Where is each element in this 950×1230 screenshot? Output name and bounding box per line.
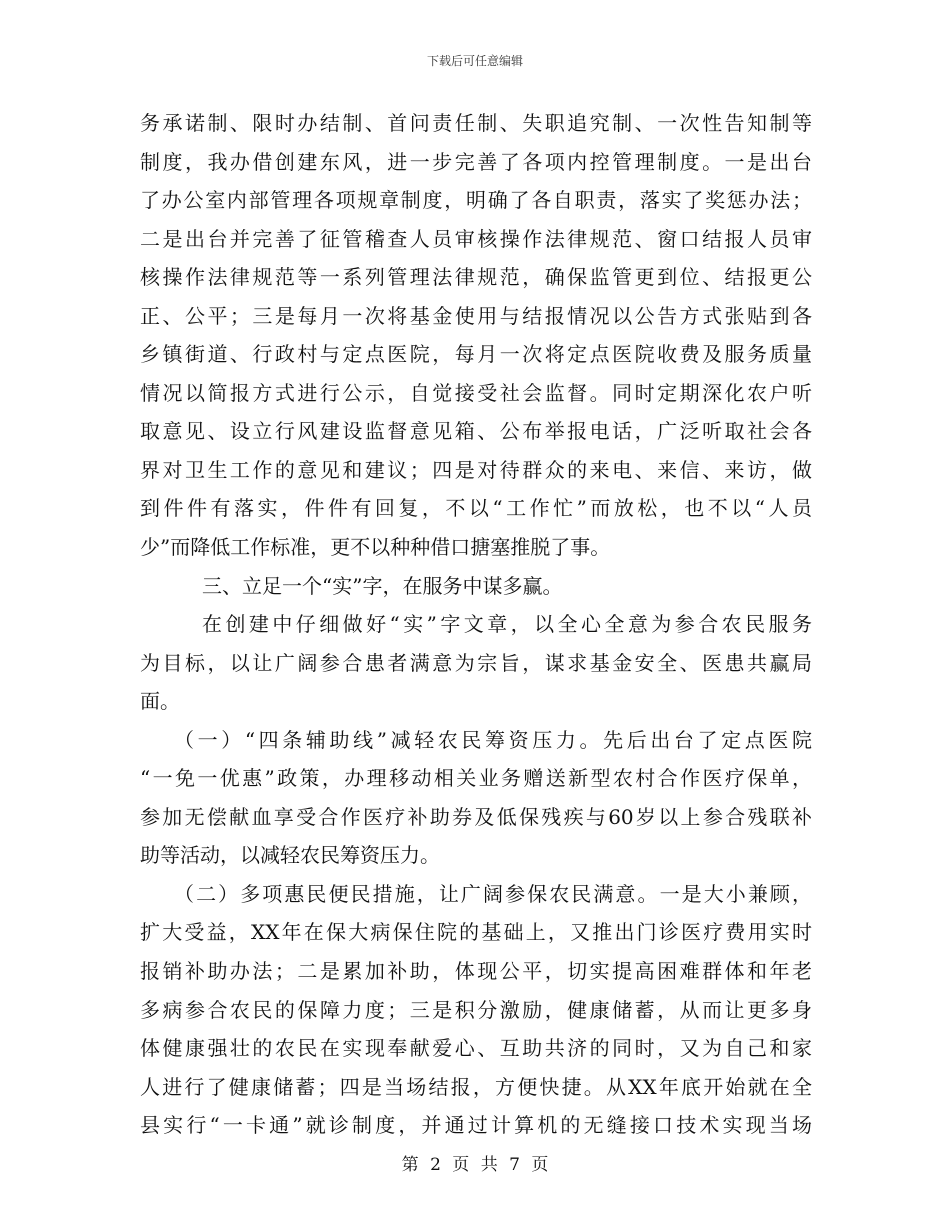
body-line: 扩大受益，XX年在保大病保住院的基础上，又推出门诊医疗费用实时 (140, 920, 812, 945)
body-line: 人进行了健康储蓄；四是当场结报，方便快捷。从XX年底开始就在全 (140, 1074, 812, 1099)
body-line: 取意见、设立行风建设监督意见箱、公布举报电话，广泛听取社会各 (140, 419, 812, 444)
section-heading: 三、立足一个“实”字，在服务中谋多赢。 (202, 573, 563, 598)
body-line: 体健康强壮的农民在实现奉献爱心、互助共济的同时，又为自己和家 (140, 1036, 812, 1061)
body-line: 乡镇街道、行政村与定点医院，每月一次将定点医院收费及服务质量 (140, 342, 812, 367)
body-line: 到件件有落实，件件有回复，不以“工作忙”而放松，也不以“人员 (140, 496, 812, 521)
body-line: 面。 (140, 689, 180, 714)
body-line: 报销补助办法；二是累加补助，体现公平，切实提高困难群体和年老 (140, 959, 812, 984)
body-line: 为目标，以让广阔参合患者满意为宗旨，谋求基金安全、医患共赢局 (140, 650, 812, 675)
document-body (140, 104, 812, 1145)
body-line: 少”而降低工作标准，更不以种种借口搪塞推脱了事。 (140, 535, 611, 560)
body-line: “一免一优惠”政策，办理移动相关业务赠送新型农村合作医疗保单， (140, 766, 812, 791)
body-line: 正、公平；三是每月一次将基金使用与结报情况以公告方式张贴到各 (140, 303, 812, 328)
page-number-footer: 第 2 页 共 7 页 (401, 1155, 549, 1175)
body-line: 了办公室内部管理各项规章制度，明确了各自职责，落实了奖惩办法； (140, 188, 812, 213)
body-line: 核操作法律规范等一系列管理法律规范，确保监管更到位、结报更公 (140, 265, 812, 290)
body-line: 县实行“一卡通”就诊制度，并通过计算机的无缝接口技术实现当场 (140, 1113, 812, 1138)
body-line: 界对卫生工作的意见和建议；四是对待群众的来电、来信、来访，做 (140, 457, 812, 482)
body-line: 务承诺制、限时办结制、首问责任制、失职追究制、一次性告知制等 (140, 111, 812, 135)
body-line: （一）“四条辅助线”减轻农民筹资压力。先后出台了定点医院 (174, 727, 812, 752)
body-line: 二是出台并完善了征管稽查人员审核操作法律规范、窗口结报人员审 (140, 226, 812, 251)
body-line: 多病参合农民的保障力度；三是积分激励，健康储蓄，从而让更多身 (140, 997, 812, 1022)
body-line: 情况以简报方式进行公示，自觉接受社会监督。同时定期深化农户听 (140, 380, 812, 405)
body-line: 在创建中仔细做好“实”字文章，以全心全意为参合农民服务 (202, 612, 812, 637)
body-line: 制度，我办借创建东风，进一步完善了各项内控管理制度。一是出台 (140, 149, 812, 174)
body-line: 参加无偿献血享受合作医疗补助券及低保残疾与60岁以上参合残联补 (140, 804, 812, 829)
page-header: 下载后可任意编辑 (426, 54, 523, 68)
body-line: （二）多项惠民便民措施，让广阔参保农民满意。一是大小兼顾， (174, 881, 812, 906)
body-line: 助等活动，以减轻农民筹资压力。 (140, 843, 440, 868)
